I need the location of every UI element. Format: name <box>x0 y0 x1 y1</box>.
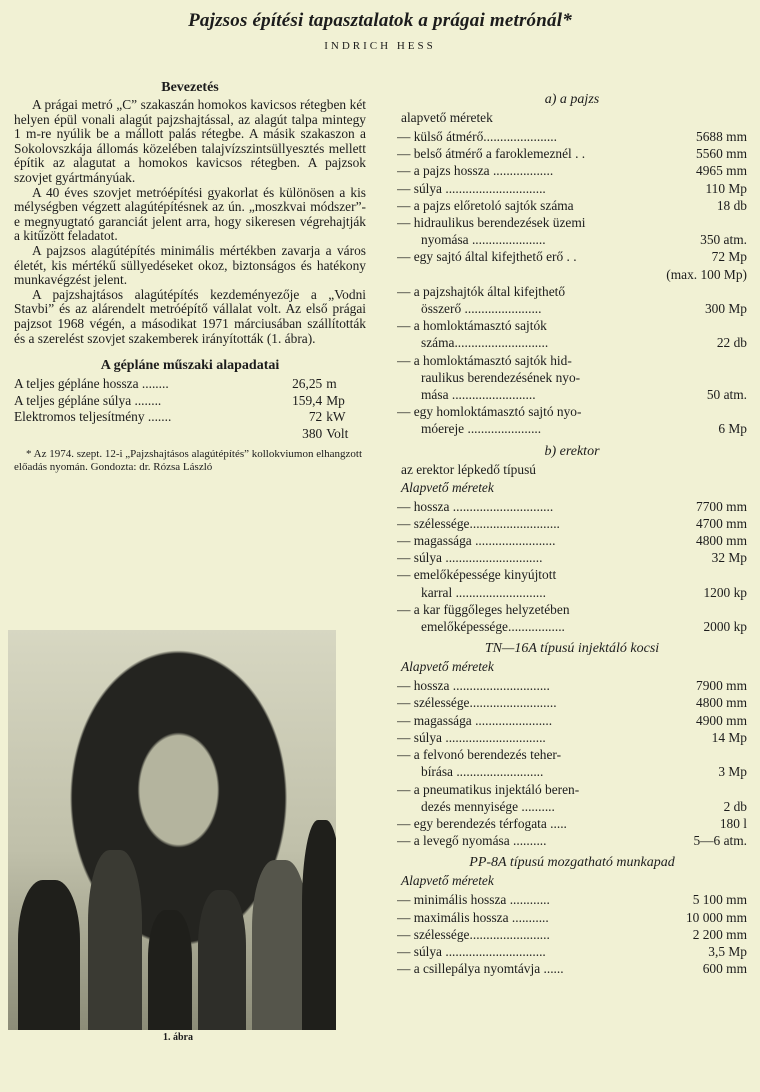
spec-label: — belső átmérő a faroklemeznél . . <box>397 146 586 162</box>
spec-row <box>397 180 747 197</box>
spec-row <box>397 746 747 763</box>
spec-row <box>397 601 747 618</box>
spec-value: 5—6 atm. <box>693 833 747 849</box>
spec-label: — magassága ........................ <box>397 533 556 549</box>
spec-row <box>397 420 747 437</box>
platform-heading: PP-8A típusú mozgatható munkapad <box>469 855 675 871</box>
spec-label: dezés mennyisége .......... <box>421 798 555 814</box>
spec-row <box>397 403 747 420</box>
spec-value: 14 Mp <box>711 729 747 745</box>
spec-value: 180 l <box>719 815 747 831</box>
spec-unit: kW <box>326 409 346 425</box>
spec-value: 3,5 Mp <box>708 943 747 959</box>
spec-label: — a pajzshajtók által kifejthető <box>397 283 566 299</box>
spec-row <box>397 214 747 231</box>
spec-label: — hossza .............................. <box>397 498 554 514</box>
spec-label: összerő ....................... <box>421 301 542 317</box>
spec-value: 380 <box>302 425 323 441</box>
machine-specs <box>14 376 366 442</box>
injector-subheading: Alapvető méretek <box>401 659 494 675</box>
spec-row <box>397 891 747 908</box>
spec-row <box>397 781 747 798</box>
spec-value <box>651 566 747 583</box>
spec-value <box>651 601 747 618</box>
spec-value: 32 Mp <box>711 550 747 566</box>
person-silhouette <box>252 860 308 1030</box>
spec-value: 22 db <box>716 335 747 351</box>
spec-row <box>397 832 747 849</box>
spec-value <box>651 317 747 334</box>
spec-row <box>397 334 747 351</box>
person-silhouette <box>302 820 336 1030</box>
shield-photo <box>8 630 336 1030</box>
article-title: Pajzsos építési tapasztalatok a prágai metrónál* <box>188 10 572 31</box>
spec-row <box>397 909 747 926</box>
spec-value: 18 db <box>716 197 747 213</box>
spec-value: 5 100 mm <box>692 892 747 908</box>
intro-paragraph: A pajzsos alagútépítés minimális mértékben zavarja a város életét, kis mértékű süllyedéseket okoz, biztonságos és hatékony munkavégzést jelent. <box>14 242 366 288</box>
spec-row <box>397 618 747 635</box>
person-silhouette <box>198 890 246 1030</box>
spec-value: 50 atm. <box>706 387 747 403</box>
spec-row <box>14 426 366 443</box>
erector-specs <box>397 498 747 636</box>
spec-label: A teljes gépláne hossza ........ <box>14 376 169 392</box>
spec-value: 2 db <box>723 798 747 814</box>
spec-row <box>397 763 747 780</box>
spec-row <box>14 376 366 393</box>
spec-row <box>397 584 747 601</box>
spec-label: emelőképessége................. <box>421 619 565 635</box>
spec-row <box>397 694 747 711</box>
spec-row <box>397 515 747 532</box>
spec-label: száma............................ <box>421 335 549 351</box>
spec-row <box>397 798 747 815</box>
figure-caption: 1. ábra <box>163 1032 193 1043</box>
spec-label: — súlya .............................. <box>397 180 546 196</box>
spec-label: — a csillepálya nyomtávja ...... <box>397 961 564 977</box>
platform-specs <box>397 891 747 977</box>
spec-row <box>397 386 747 403</box>
spec-label: — a homloktámasztó sajtók <box>397 318 547 334</box>
person-silhouette <box>148 910 192 1030</box>
footnote: * Az 1974. szept. 12-i „Pajzshajtásos alagútépítés” kollokviumon elhangzott előadás nyomán. Gondozta: dr. Rózsa László <box>14 448 363 473</box>
spec-row <box>397 128 747 145</box>
spec-value: 3 Mp <box>718 764 747 780</box>
spec-label: — szélessége.......................... <box>397 695 557 711</box>
spec-label: — maximális hossza ........... <box>397 909 549 925</box>
spec-row <box>397 532 747 549</box>
spec-row <box>397 926 747 943</box>
spec-row <box>397 677 747 694</box>
spec-value: 7700 mm <box>696 498 747 514</box>
spec-unit: m <box>326 376 337 392</box>
spec-label: raulikus berendezésének nyo- <box>421 369 581 385</box>
spec-label: A teljes gépláne súlya ........ <box>14 392 162 408</box>
spec-row <box>397 197 747 214</box>
spec-label: — szélessége........................ <box>397 926 550 942</box>
machine-heading: A gépláne műszaki alapadatai <box>100 358 280 374</box>
spec-value: 600 mm <box>702 961 747 977</box>
spec-row <box>397 729 747 746</box>
spec-value: 159,4 <box>292 392 323 408</box>
spec-value: 5688 mm <box>696 129 747 144</box>
spec-label: — emelőképessége kinyújtott <box>397 567 557 583</box>
spec-value: 26,25 <box>292 376 323 392</box>
platform-subheading: Alapvető méretek <box>401 873 494 889</box>
spec-label: móereje ...................... <box>421 421 542 437</box>
spec-row <box>397 369 747 386</box>
spec-value: 4800 mm <box>696 695 747 711</box>
spec-row <box>397 266 747 283</box>
intro-paragraph: A pajzshajtásos alagútépítés kezdeményezője a „Vodni Stavbi” és az alárendelt metróépítő vállalat volt. Az első prágai pajzsot 1968 végén, a másodikat 1971 márciusában szállították és a szerelést szovjet szakemberek irányították (1. ábra). <box>14 286 366 346</box>
spec-row <box>397 712 747 729</box>
intro-paragraph: A prágai metró „C” szakaszán homokos kavicsos rétegben két helyen épül vonali alagút pajzshajtással, az alagút talpa mintegy 1 m-re nyúlik be a mállott palás rétegbe. A másik szakaszon a Sokolovszkája állomás közelében talajvízszintsüllyesztés mellett építik az alagutat a homokos kavicsos rétegben. A pajzsok szovjet gyártmányúak. <box>14 97 366 185</box>
spec-value: 72 Mp <box>711 249 747 265</box>
spec-label: — minimális hossza ............ <box>397 892 550 908</box>
spec-label: bírása .......................... <box>421 764 544 780</box>
spec-row <box>14 393 366 410</box>
spec-label: — egy sajtó által kifejthető erő . . <box>397 249 577 265</box>
spec-label: — egy berendezés térfogata ..... <box>397 815 567 831</box>
spec-value <box>651 214 747 231</box>
spec-value <box>651 746 747 763</box>
article-author: INDRICH HESS <box>324 40 436 52</box>
spec-row <box>397 317 747 334</box>
erector-heading: b) erektor <box>544 443 600 459</box>
spec-label: — a levegő nyomása .......... <box>397 833 547 849</box>
spec-label: karral ........................... <box>421 584 546 600</box>
spec-value: 1200 kp <box>703 584 747 600</box>
shield-subheading: alapvető méretek <box>401 110 493 125</box>
spec-label: — hidraulikus berendezések üzemi <box>397 215 586 231</box>
right-column <box>397 92 747 977</box>
spec-value: 2000 kp <box>703 619 747 635</box>
spec-row <box>397 498 747 515</box>
spec-value: 4900 mm <box>696 712 747 728</box>
intro-heading: Bevezetés <box>161 80 219 95</box>
person-silhouette <box>88 850 142 1030</box>
spec-label: — a homloktámasztó sajtók hid- <box>397 352 572 368</box>
spec-label: Elektromos teljesítmény ....... <box>14 409 172 425</box>
spec-label <box>14 426 263 443</box>
spec-row <box>397 162 747 179</box>
spec-label: — a pneumatikus injektáló beren- <box>397 781 580 797</box>
spec-value: 4965 mm <box>696 163 747 179</box>
spec-row <box>397 145 747 162</box>
spec-row <box>397 943 747 960</box>
erector-subheading: Alapvető méretek <box>401 479 494 495</box>
injector-specs <box>397 677 747 849</box>
shield-heading: a) a pajzs <box>544 92 600 107</box>
spec-value <box>651 352 747 369</box>
spec-value: (max. 100 Mp) <box>666 266 747 282</box>
spec-value: 5560 mm <box>696 146 747 162</box>
spec-value: 6 Mp <box>718 421 747 437</box>
spec-value: 300 Mp <box>704 301 747 317</box>
spec-value <box>651 283 747 300</box>
spec-value: 110 Mp <box>705 180 747 196</box>
spec-value: 72 <box>308 409 323 425</box>
spec-label: — külső átmérő...................... <box>397 129 557 144</box>
spec-value: 10 000 mm <box>685 909 747 925</box>
shield-specs <box>397 128 747 438</box>
spec-value: 4800 mm <box>696 533 747 549</box>
spec-unit: Mp <box>326 392 345 408</box>
spec-value <box>651 369 747 386</box>
spec-value: 7900 mm <box>696 678 747 694</box>
person-silhouette <box>18 880 80 1030</box>
spec-row <box>397 566 747 583</box>
spec-value <box>651 403 747 420</box>
spec-unit: Volt <box>326 425 349 441</box>
spec-row <box>397 231 747 248</box>
spec-label: — súlya ............................. <box>397 550 543 566</box>
spec-label: — a felvonó berendezés teher- <box>397 747 562 763</box>
spec-label: — súlya .............................. <box>397 943 546 959</box>
spec-label: — hossza ............................. <box>397 678 550 694</box>
spec-row <box>397 352 747 369</box>
spec-value <box>651 781 747 798</box>
spec-label: nyomása ...................... <box>421 232 546 248</box>
spec-value: 4700 mm <box>696 515 747 531</box>
spec-label: mása ......................... <box>421 387 536 403</box>
intro-paragraph: A 40 éves szovjet metróépítési gyakorlat és különösen a kis mélységben végzett alagútépítésnek az ún. „moszkvai módszer”-e megnyugtató garanciát jelent arra, hogy sikeresen végrehajtják a kitűzött feladatot. <box>14 184 366 244</box>
spec-row <box>397 248 747 265</box>
spec-label: — a pajzs előretoló sajtók száma <box>397 197 574 213</box>
spec-label <box>397 266 651 283</box>
spec-label: — a kar függőleges helyzetében <box>397 601 570 617</box>
spec-row <box>397 300 747 317</box>
spec-label: — egy homloktámasztó sajtó nyo- <box>397 404 582 420</box>
spec-row <box>397 960 747 977</box>
spec-value: 350 atm. <box>700 232 747 248</box>
spec-value: 2 200 mm <box>692 926 747 942</box>
spec-row <box>14 409 366 426</box>
spec-row <box>397 283 747 300</box>
left-column <box>14 80 366 473</box>
injector-heading: TN—16A típusú injektáló kocsi <box>484 641 660 657</box>
spec-row <box>397 549 747 566</box>
spec-label: — szélessége........................... <box>397 515 560 531</box>
spec-label: — magassága ....................... <box>397 712 553 728</box>
spec-label: — a pajzs hossza .................. <box>397 163 554 179</box>
spec-label: — súlya .............................. <box>397 729 546 745</box>
erector-intro: az erektor lépkedő típusú <box>401 461 536 477</box>
spec-row <box>397 815 747 832</box>
